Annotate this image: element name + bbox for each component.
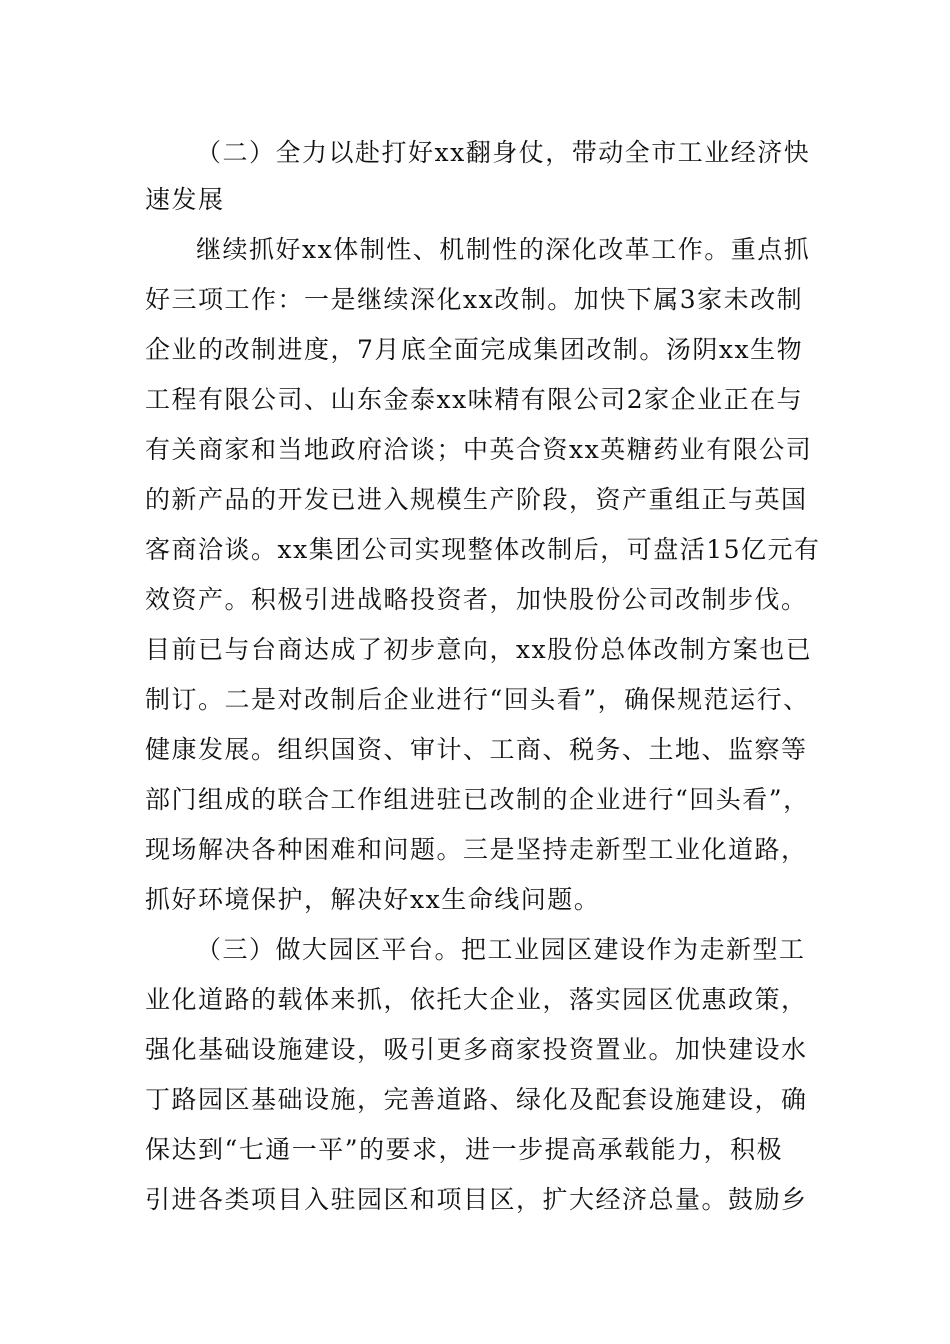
- paragraph-line: 引进各类项目入驻园区和项目区，扩大经济总量。鼓励乡: [145, 1185, 808, 1214]
- paragraph-line: 现场解决各种困难和问题。三是坚持走新型工业化道路，: [145, 835, 808, 864]
- paragraph-line: 有关商家和当地政府洽谈；中英合资xx英糖药业有限公司: [145, 435, 813, 464]
- paragraph-line: 部门组成的联合工作组进驻已改制的企业进行“回头看”，: [145, 785, 810, 814]
- paragraph-line: 强化基础设施建设，吸引更多商家投资置业。加快建设水: [145, 1035, 808, 1064]
- paragraph-line: 的新产品的开发已进入规模生产阶段，资产重组正与英国: [145, 485, 808, 514]
- paragraph-line: 继续抓好xx体制性、机制性的深化改革工作。重点抓: [196, 235, 811, 264]
- section-two-heading-line-1: （二）全力以赴打好xx翻身仗，带动全市工业经济快: [196, 138, 811, 167]
- paragraph-line: 客商洽谈。xx集团公司实现整体改制后，可盘活15亿元有: [145, 535, 821, 564]
- section-two-heading-line-2: 速发展: [145, 185, 225, 214]
- paragraph-line: 健康发展。组织国资、审计、工商、税务、土地、监察等: [145, 735, 808, 764]
- paragraph-line: 丁路园区基础设施，完善道路、绿化及配套设施建设，确: [145, 1085, 808, 1114]
- paragraph-line: 业化道路的载体来抓，依托大企业，落实园区优惠政策，: [145, 985, 808, 1014]
- paragraph-line: 制订。二是对改制后企业进行“回头看”，确保规范运行、: [145, 685, 810, 714]
- paragraph-line: 好三项工作：一是继续深化xx改制。加快下属3家未改制: [145, 285, 804, 314]
- paragraph-line: 保达到“七通一平”的要求，进一步提高承载能力，积极: [145, 1135, 784, 1164]
- paragraph-line: 抓好环境保护，解决好xx生命线问题。: [145, 885, 601, 914]
- paragraph-line: 目前已与台商达成了初步意向，xx股份总体改制方案也已: [145, 635, 813, 664]
- section-three-line: （三）做大园区平台。把工业园区建设作为走新型工: [196, 935, 806, 964]
- paragraph-line: 工程有限公司、山东金泰xx味精有限公司2家企业正在与: [145, 385, 804, 414]
- paragraph-line: 企业的改制进度，7月底全面完成集团改制。汤阴xx生物: [145, 335, 804, 364]
- paragraph-line: 效资产。积极引进战略投资者，加快股份公司改制步伐。: [145, 585, 808, 614]
